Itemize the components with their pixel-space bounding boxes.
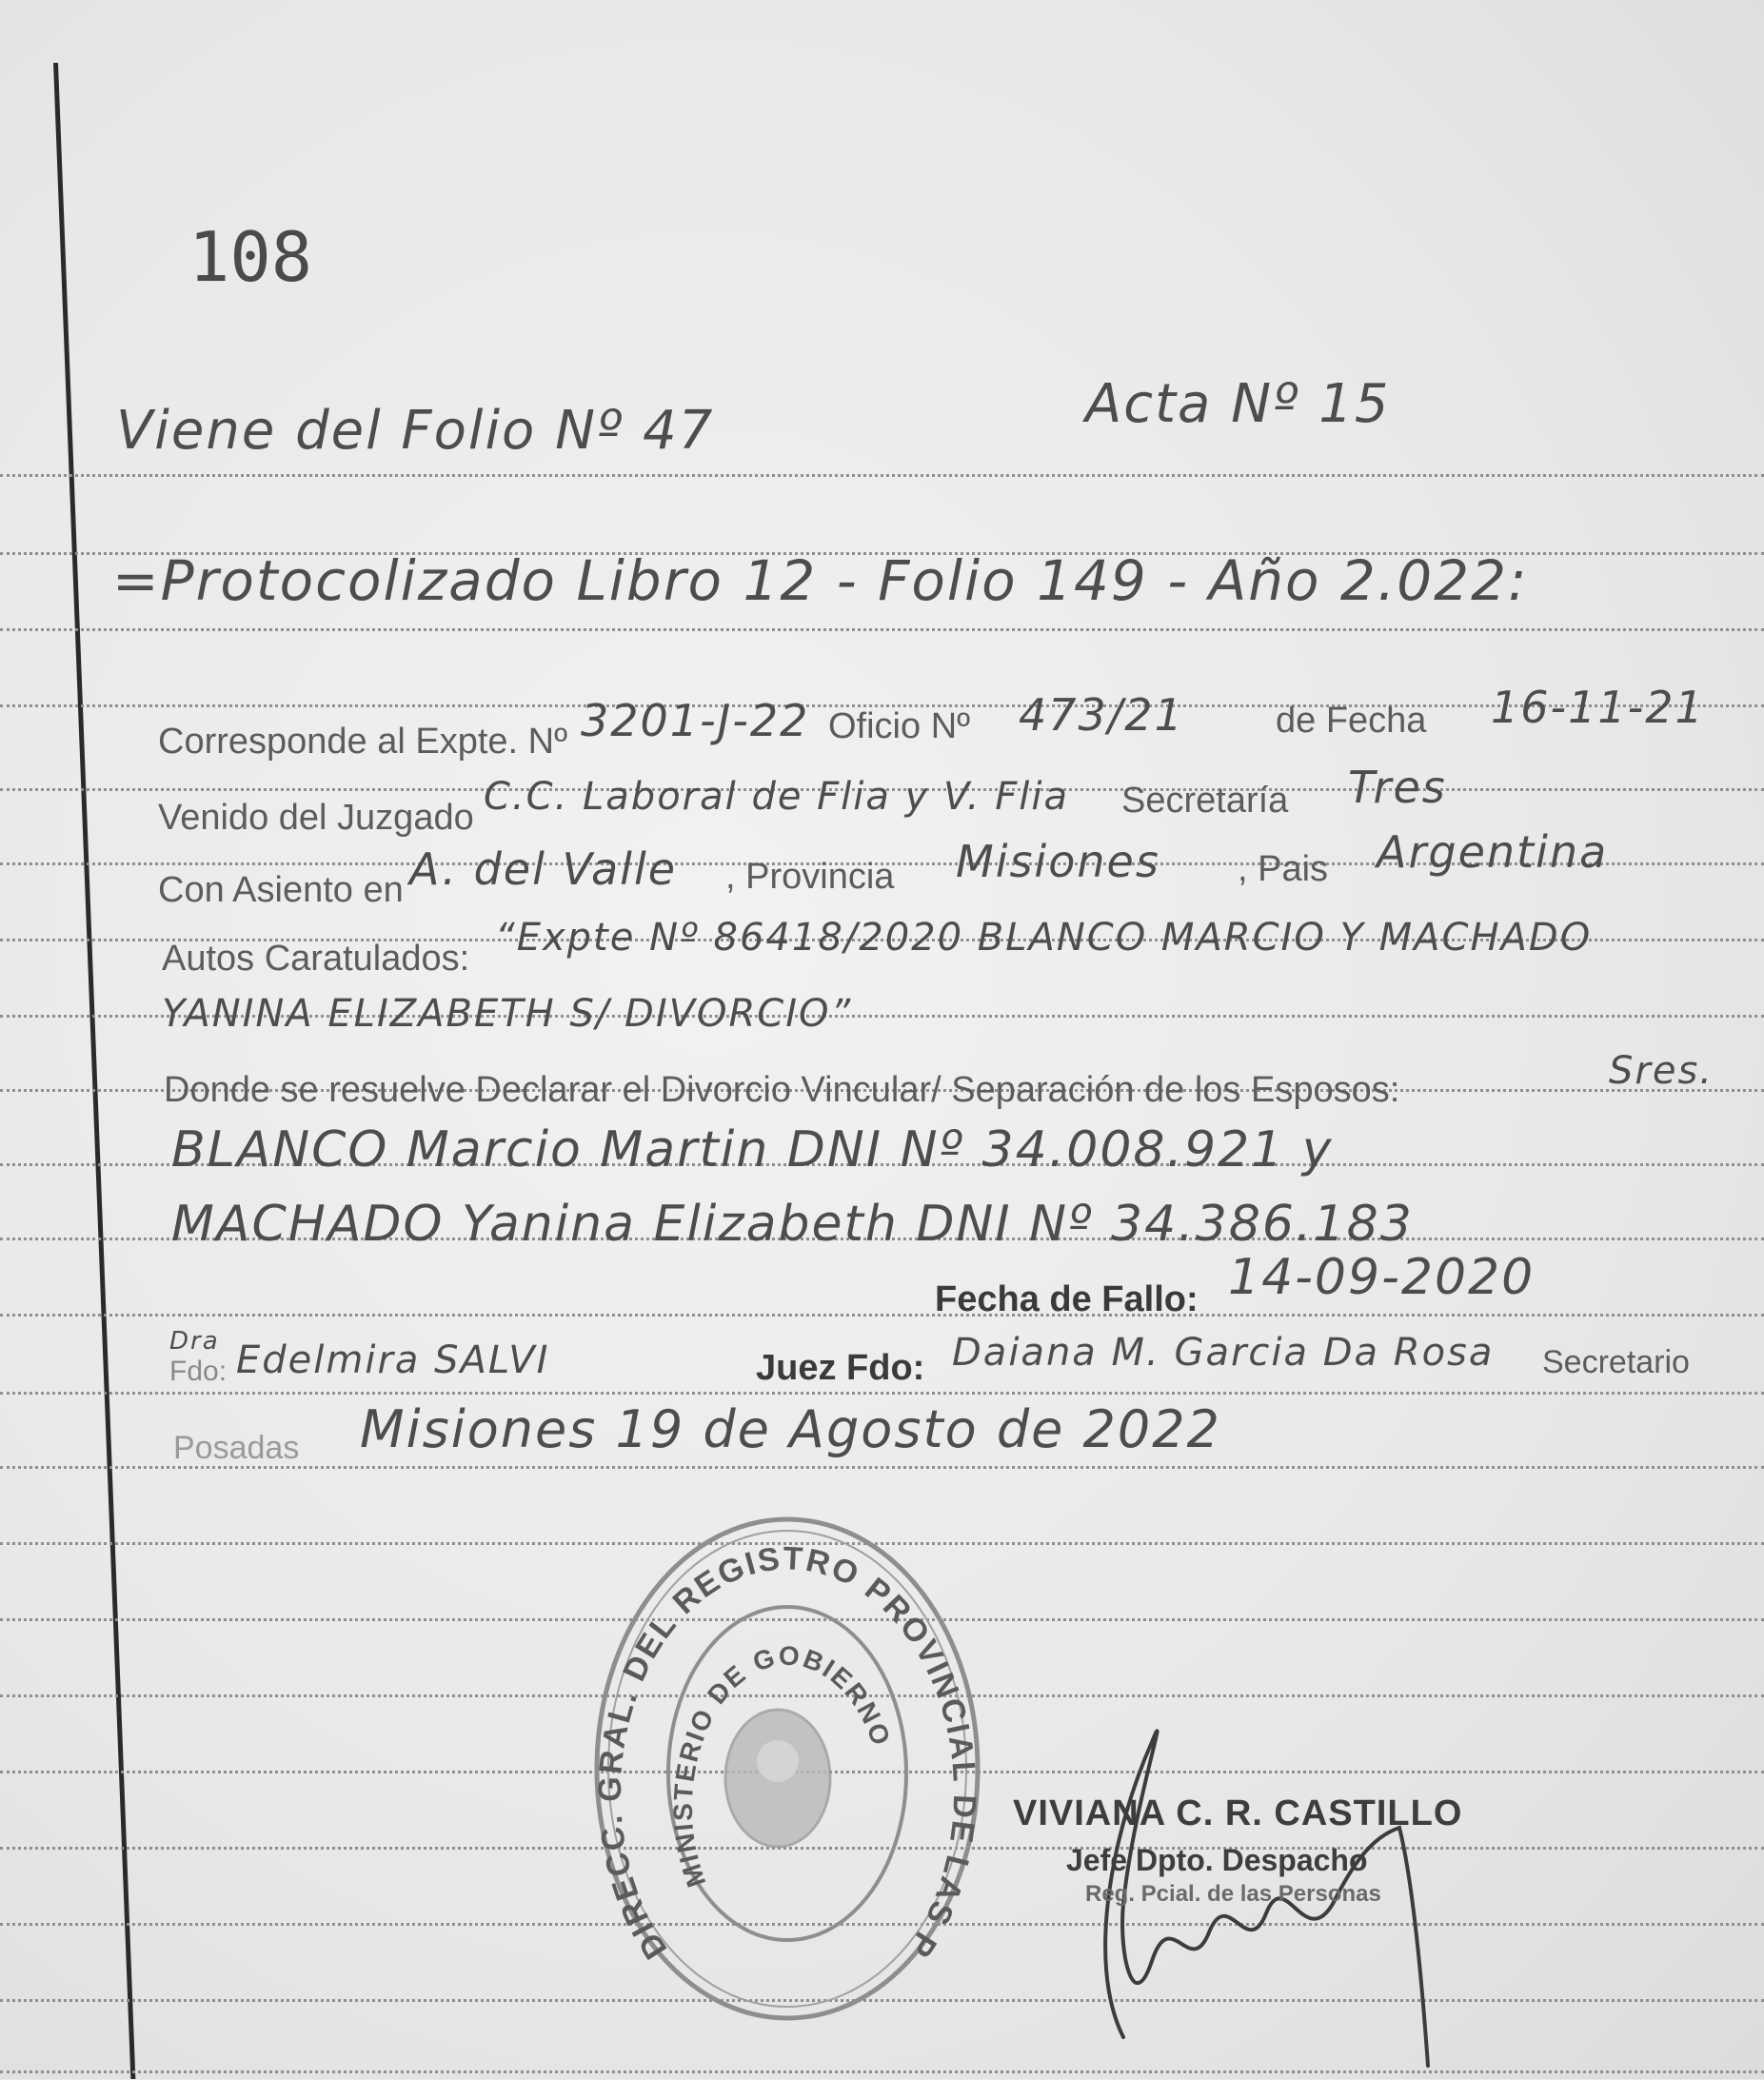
esposo-line: BLANCO Marcio Martin DNI Nº 34.008.921 y bbox=[171, 1121, 1334, 1179]
page-number: 108 bbox=[188, 217, 313, 297]
fdo-label: Fdo: bbox=[169, 1356, 228, 1387]
juzgado-label: Venido del Juzgado bbox=[158, 798, 474, 838]
juzgado-value: C.C. Laboral de Flia y V. Flia bbox=[484, 775, 1069, 819]
expte-label: Corresponde al Expte. Nº bbox=[158, 722, 567, 762]
pais-label: , Pais bbox=[1238, 849, 1329, 889]
signer-office: Reg. Pcial. de las Personas bbox=[1085, 1881, 1381, 1907]
stamp-outer-text: DIRECC. GRAL. DEL REGISTRO PROVINCIAL DE LAS P bbox=[591, 1540, 983, 1966]
secretaria-value: Tres bbox=[1348, 762, 1447, 813]
secretaria-label: Secretaría bbox=[1121, 781, 1289, 821]
expte-value: 3201-J-22 bbox=[581, 695, 810, 746]
signer-name: VIVIANA C. R. CASTILLO bbox=[1013, 1793, 1463, 1833]
resuelve-label: Donde se resuelve Declarar el Divorcio Vincular/ Separación de los Esposos: bbox=[164, 1070, 1400, 1110]
secretario-value: Daiana M. Garcia Da Rosa bbox=[952, 1331, 1495, 1375]
ruled-line bbox=[0, 2070, 1764, 2073]
fallo-label: Fecha de Fallo: bbox=[935, 1279, 1199, 1319]
resuelve-value: Sres. bbox=[1609, 1049, 1714, 1093]
fdo-prefix: Dra bbox=[169, 1327, 220, 1356]
secretario-label: Secretario bbox=[1542, 1344, 1690, 1380]
official-stamp bbox=[583, 1502, 992, 2035]
fallo-value: 14-09-2020 bbox=[1228, 1249, 1536, 1306]
ruled-line bbox=[0, 1392, 1764, 1395]
esposa-line: MACHADO Yanina Elizabeth DNI Nº 34.386.183 bbox=[171, 1196, 1414, 1253]
margin-rule bbox=[53, 63, 135, 2079]
fecha-value: 16-11-21 bbox=[1491, 682, 1705, 733]
viene-del-folio: Viene del Folio Nº 47 bbox=[116, 400, 715, 462]
provincia-label: , Provincia bbox=[725, 857, 895, 897]
asiento-value: A. del Valle bbox=[409, 843, 678, 895]
ruled-line bbox=[0, 1314, 1764, 1317]
pais-value: Argentina bbox=[1377, 826, 1609, 878]
fecha-label: de Fecha bbox=[1276, 701, 1427, 741]
oficio-value: 473/21 bbox=[1019, 689, 1184, 741]
asiento-label: Con Asiento en bbox=[158, 870, 404, 910]
stamp-graphic bbox=[583, 1502, 992, 2035]
signer-title: Jefe Dpto. Despacho bbox=[1066, 1843, 1368, 1877]
stamp-inner-text: MINISTERIO DE GOBIERNO bbox=[667, 1640, 897, 1892]
protocolizado-line: =Protocolizado Libro 12 - Folio 149 - Año 2.022: bbox=[112, 548, 1529, 613]
juez-value: Edelmira SALVI bbox=[236, 1338, 550, 1382]
acta-number: Acta Nº 15 bbox=[1085, 373, 1391, 435]
ruled-line bbox=[0, 628, 1764, 631]
ruled-line bbox=[0, 474, 1764, 477]
posadas-label: Posadas bbox=[173, 1430, 300, 1466]
autos-value-line1: “Expte Nº 86418/2020 BLANCO MARCIO Y MACHADO bbox=[495, 916, 1593, 960]
autos-label: Autos Caratulados: bbox=[162, 939, 470, 979]
juez-label: Juez Fdo: bbox=[756, 1348, 925, 1388]
oficio-label: Oficio Nº bbox=[828, 706, 971, 746]
posadas-value: Misiones 19 de Agosto de 2022 bbox=[360, 1399, 1221, 1459]
autos-value-line2: YANINA ELIZABETH S/ DIVORCIO” bbox=[162, 992, 853, 1036]
provincia-value: Misiones bbox=[956, 836, 1160, 887]
